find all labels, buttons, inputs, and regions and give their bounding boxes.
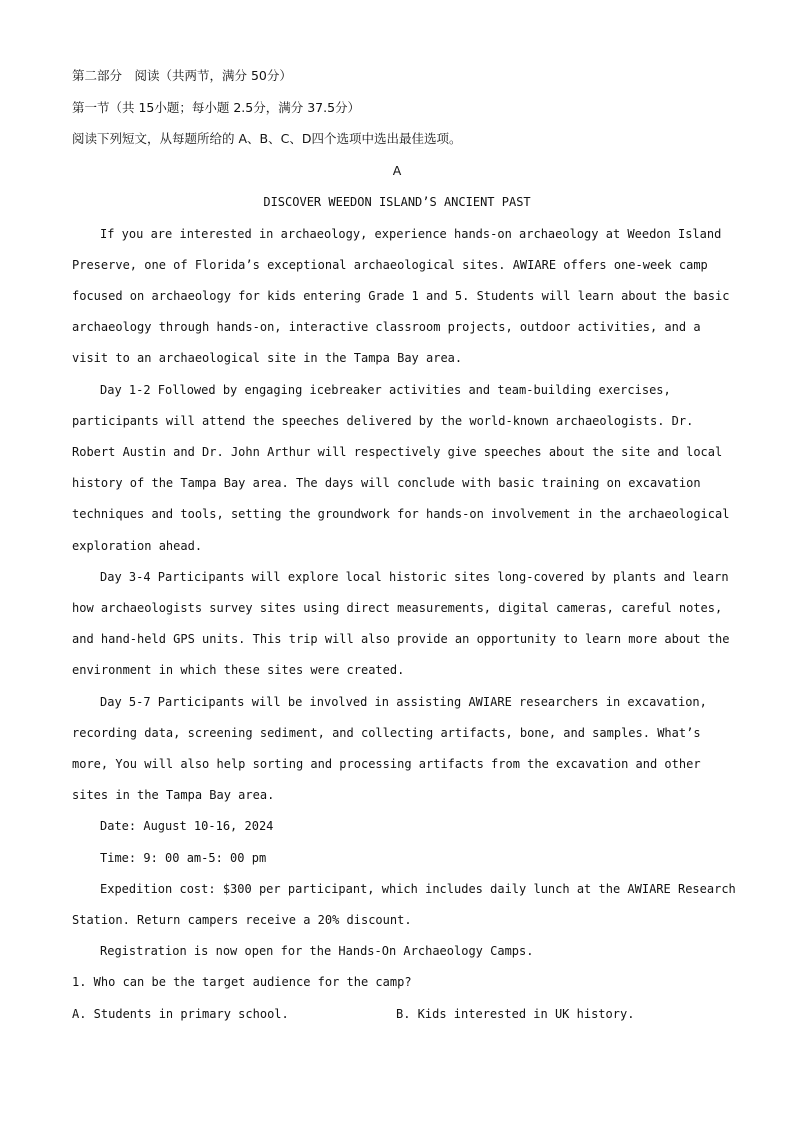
passage-line: If you are interested in archaeology, experience hands-on archaeology at Weedon Island (100, 227, 722, 241)
passage-line: visit to an archaeological site in the Tampa Bay area. (72, 351, 463, 365)
camp-cost: Expedition cost: $300 per participant, which includes daily lunch at the AWIARE Research (100, 882, 736, 896)
passage-line: sites in the Tampa Bay area. (72, 788, 275, 802)
passage-letter: A (392, 163, 402, 178)
section-heading: 第一节（共 15小题；每小题 2.5分，满分 37.5分） (72, 100, 361, 115)
passage-line: exploration ahead. (72, 539, 203, 553)
passage-line: archaeology through hands-on, interactive classroom projects, outdoor activities, and a (72, 320, 701, 334)
passage-line: Day 5-7 Participants will be involved in assisting AWIARE researchers in excavation, (100, 695, 707, 709)
passage-line: how archaeologists survey sites using direct measurements, digital cameras, careful notes, (72, 601, 723, 615)
passage-line: history of the Tampa Bay area. The days will conclude with basic training on excavation (72, 476, 701, 490)
passage-line: and hand-held GPS units. This trip will also provide an opportunity to learn more about the (72, 632, 730, 646)
question-stem: 1. Who can be the target audience for the camp? (72, 975, 412, 989)
passage-line: Day 3-4 Participants will explore local historic sites long-covered by plants and learn (100, 570, 729, 584)
passage-line: Robert Austin and Dr. John Arthur will respectively give speeches about the site and local (72, 445, 723, 459)
option-a: A. Students in primary school. (72, 1007, 289, 1021)
passage-line: participants will attend the speeches delivered by the world-known archaeologists. Dr. (72, 414, 694, 428)
passage-line: recording data, screening sediment, and collecting artifacts, bone, and samples. What’s (72, 726, 701, 740)
registration-note: Registration is now open for the Hands-On Archaeology Camps. (100, 944, 534, 958)
instruction-text: 阅读下列短文，从每题所给的 A、B、C、D四个选项中选出最佳选项。 (72, 131, 462, 146)
option-b: B. Kids interested in UK history. (396, 1007, 635, 1021)
camp-discount: Station. Return campers receive a 20% discount. (72, 913, 412, 927)
passage-line: Preserve, one of Florida’s exceptional archaeological sites. AWIARE offers one-week camp (72, 258, 708, 272)
passage-line: environment in which these sites were created. (72, 663, 405, 677)
passage-line: Day 1-2 Followed by engaging icebreaker activities and team-building exercises, (100, 383, 671, 397)
passage-line: techniques and tools, setting the groundwork for hands-on involvement in the archaeological (72, 507, 730, 521)
passage-line: focused on archaeology for kids entering Grade 1 and 5. Students will learn about the basic (72, 289, 730, 303)
passage-line: more, You will also help sorting and processing artifacts from the excavation and other (72, 757, 701, 771)
camp-time: Time: 9: 00 am-5: 00 pm (100, 851, 267, 865)
camp-date: Date: August 10-16, 2024 (100, 819, 274, 833)
part-heading: 第二部分 阅读（共两节，满分 50分） (72, 68, 292, 83)
passage-title: DISCOVER WEEDON ISLAND’S ANCIENT PAST (263, 195, 531, 209)
